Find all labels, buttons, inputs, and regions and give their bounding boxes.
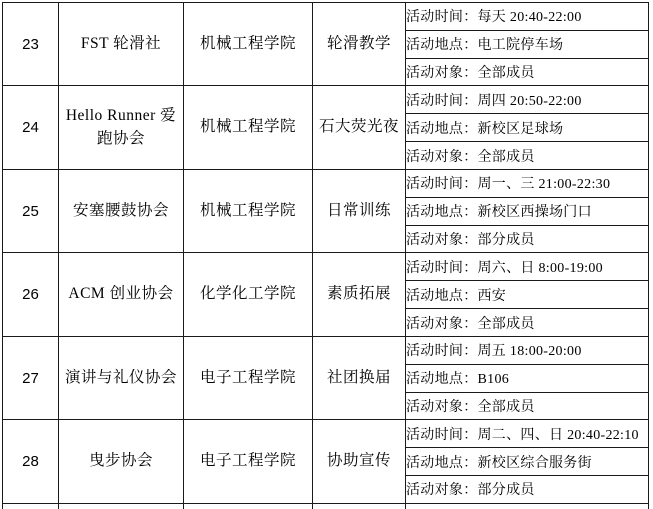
table-sub-row: [3, 86, 649, 114]
college-cell: 电子工程学院: [184, 336, 313, 419]
row-number-cell: 26: [3, 253, 59, 336]
detail-cell: 活动对象：全部成员: [406, 142, 649, 170]
club-name-cell: ACM 创业协会: [59, 253, 184, 336]
college-cell: 机械工程学院: [184, 86, 313, 169]
detail-cell: 活动对象：全部成员: [406, 58, 649, 86]
detail-cell: 活动时间：周五 18:00-20:00: [406, 336, 649, 364]
empty-cell: [406, 503, 649, 509]
detail-cell: 活动时间：每天 20:40-22:00: [406, 3, 649, 31]
empty-cell: [184, 503, 313, 509]
row-number-cell: 25: [3, 169, 59, 252]
detail-cell: 活动时间：周四 20:50-22:00: [406, 86, 649, 114]
row-number-cell: 27: [3, 336, 59, 419]
college-cell: 电子工程学院: [184, 420, 313, 503]
table-sub-row: [3, 3, 649, 31]
table-body: [3, 3, 649, 509]
detail-cell: 活动时间：周二、四、日 20:40-22:10: [406, 420, 649, 448]
detail-cell: 活动地点：新校区足球场: [406, 114, 649, 142]
empty-cell: [313, 503, 406, 509]
detail-cell: 活动对象：部分成员: [406, 476, 649, 504]
activity-name-cell: 协助宣传: [313, 420, 406, 503]
detail-cell: 活动对象：全部成员: [406, 392, 649, 420]
college-cell: 机械工程学院: [184, 169, 313, 252]
club-name-cell: 安塞腰鼓协会: [59, 169, 184, 252]
detail-cell: 活动时间：周一、三 21:00-22:30: [406, 169, 649, 197]
detail-cell: 活动对象：部分成员: [406, 225, 649, 253]
club-name-cell: Hello Runner 爱跑协会: [59, 86, 184, 169]
club-name-cell: 曳步协会: [59, 420, 184, 503]
college-cell: 化学化工学院: [184, 253, 313, 336]
row-number-cell: 28: [3, 420, 59, 503]
club-name-cell: FST 轮滑社: [59, 3, 184, 86]
detail-cell: 活动地点：电工院停车场: [406, 30, 649, 58]
detail-cell: 活动地点：新校区综合服务街: [406, 448, 649, 476]
row-number-cell: 24: [3, 86, 59, 169]
empty-cell: [59, 503, 184, 509]
table-sub-row: [3, 336, 649, 364]
club-name-cell: 演讲与礼仪协会: [59, 336, 184, 419]
partial-next-row: [3, 503, 649, 509]
table-sub-row: [3, 253, 649, 281]
table-sub-row: [3, 169, 649, 197]
detail-cell: 活动时间：周六、日 8:00-19:00: [406, 253, 649, 281]
activity-name-cell: 轮滑教学: [313, 3, 406, 86]
row-number-cell: 23: [3, 3, 59, 86]
detail-cell: 活动对象：全部成员: [406, 309, 649, 337]
detail-cell: 活动地点：新校区西操场门口: [406, 197, 649, 225]
activity-name-cell: 石大荧光夜: [313, 86, 406, 169]
college-cell: 机械工程学院: [184, 3, 313, 86]
activity-name-cell: 日常训练: [313, 169, 406, 252]
activity-name-cell: 社团换届: [313, 336, 406, 419]
detail-cell: 活动地点：B106: [406, 364, 649, 392]
activity-name-cell: 素质拓展: [313, 253, 406, 336]
club-activities-table: [2, 2, 649, 509]
detail-cell: 活动地点：西安: [406, 281, 649, 309]
table-sub-row: [3, 420, 649, 448]
empty-cell: [3, 503, 59, 509]
